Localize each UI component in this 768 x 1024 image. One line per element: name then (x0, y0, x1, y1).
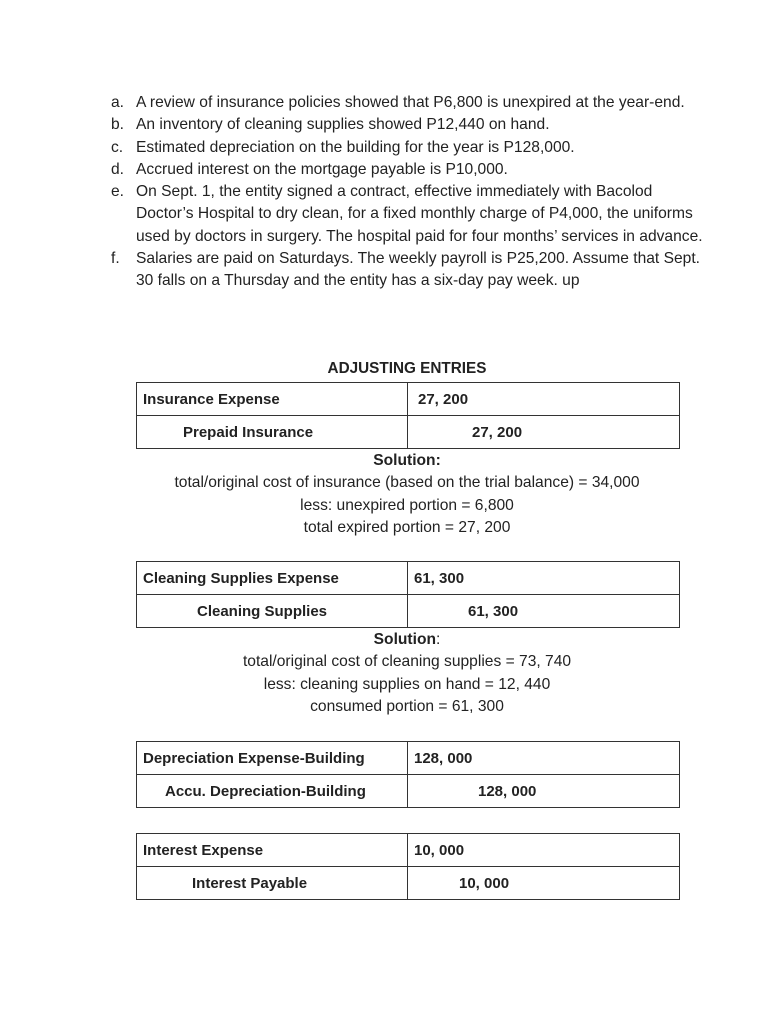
item-marker: f. (111, 250, 120, 268)
credit-account: Cleaning Supplies (137, 595, 408, 628)
list-item (111, 137, 711, 159)
debit-amount: 10, 000 (408, 834, 680, 867)
debit-account: Cleaning Supplies Expense (137, 562, 408, 595)
journal-entry-interest (136, 833, 680, 900)
problem-list (111, 92, 711, 293)
debit-amount: 61, 300 (408, 562, 680, 595)
debit-account: Depreciation Expense-Building (137, 742, 408, 775)
credit-row (137, 416, 680, 449)
credit-amount: 61, 300 (408, 595, 680, 628)
item-marker: c. (111, 138, 124, 156)
list-item (111, 92, 711, 114)
solution-line: total/original cost of insurance (based on the trial balance) = 34,000 (174, 474, 640, 492)
item-text: Salaries are paid on Saturdays. The weekly payroll is P25,200. Assume that Sept. 30 falls on a Thursday and the entity has a six-day pay week. up (136, 250, 701, 290)
debit-account: Interest Expense (137, 834, 408, 867)
debit-amount: 128, 000 (408, 742, 680, 775)
list-item (111, 181, 711, 248)
solution-insurance (136, 450, 678, 539)
list-item (111, 114, 711, 136)
section-heading: ADJUSTING ENTRIES (327, 360, 487, 377)
item-marker: e. (111, 183, 125, 201)
solution-line: total/original cost of cleaning supplies = 73, 740 (242, 653, 572, 671)
list-item (111, 159, 711, 181)
debit-row (137, 383, 680, 416)
credit-amount: 128, 000 (408, 775, 680, 808)
journal-entry-depreciation (136, 741, 680, 808)
debit-row (137, 562, 680, 595)
item-text: An inventory of cleaning supplies showed P12,440 on hand. (136, 116, 550, 134)
item-marker: d. (111, 160, 125, 178)
item-marker: a. (111, 94, 125, 111)
debit-row (137, 742, 680, 775)
journal-entry-cleaning-supplies (136, 561, 680, 628)
list-item (111, 248, 711, 293)
credit-row (137, 595, 680, 628)
item-text: On Sept. 1, the entity signed a contract, effective immediately with Bacolod Doctor’s Hospital to dry clean, for a fixed monthly charge of P4,000, the uniforms used by doctors in surgery. The hospital paid for four months’ services in advance. (136, 183, 703, 245)
solution-line: less: unexpired portion = 6,800 (300, 496, 514, 514)
credit-row (137, 867, 680, 900)
item-text: Accrued interest on the mortgage payable is P10,000. (136, 160, 508, 178)
credit-row (137, 775, 680, 808)
solution-cleaning-supplies (136, 629, 678, 718)
debit-account: Insurance Expense (137, 383, 408, 416)
solution-line: less: cleaning supplies on hand = 12, 440 (263, 675, 551, 693)
credit-amount: 27, 200 (408, 416, 680, 449)
credit-account: Interest Payable (137, 867, 408, 900)
credit-account: Prepaid Insurance (137, 416, 408, 449)
item-text: Estimated depreciation on the building for the year is P128,000. (136, 138, 575, 156)
solution-label: Solution: (373, 452, 441, 469)
item-marker: b. (111, 116, 125, 134)
solution-label: Solution: (373, 631, 441, 648)
debit-row (137, 834, 680, 867)
solution-line: consumed portion = 61, 300 (310, 697, 504, 715)
journal-entry-insurance (136, 382, 680, 449)
item-text: A review of insurance policies showed that P6,800 is unexpired at the year-end. (136, 94, 685, 111)
credit-account: Accu. Depreciation-Building (137, 775, 408, 808)
debit-amount: 27, 200 (408, 383, 680, 416)
solution-line: total expired portion = 27, 200 (303, 518, 511, 536)
credit-amount: 10, 000 (408, 867, 680, 900)
